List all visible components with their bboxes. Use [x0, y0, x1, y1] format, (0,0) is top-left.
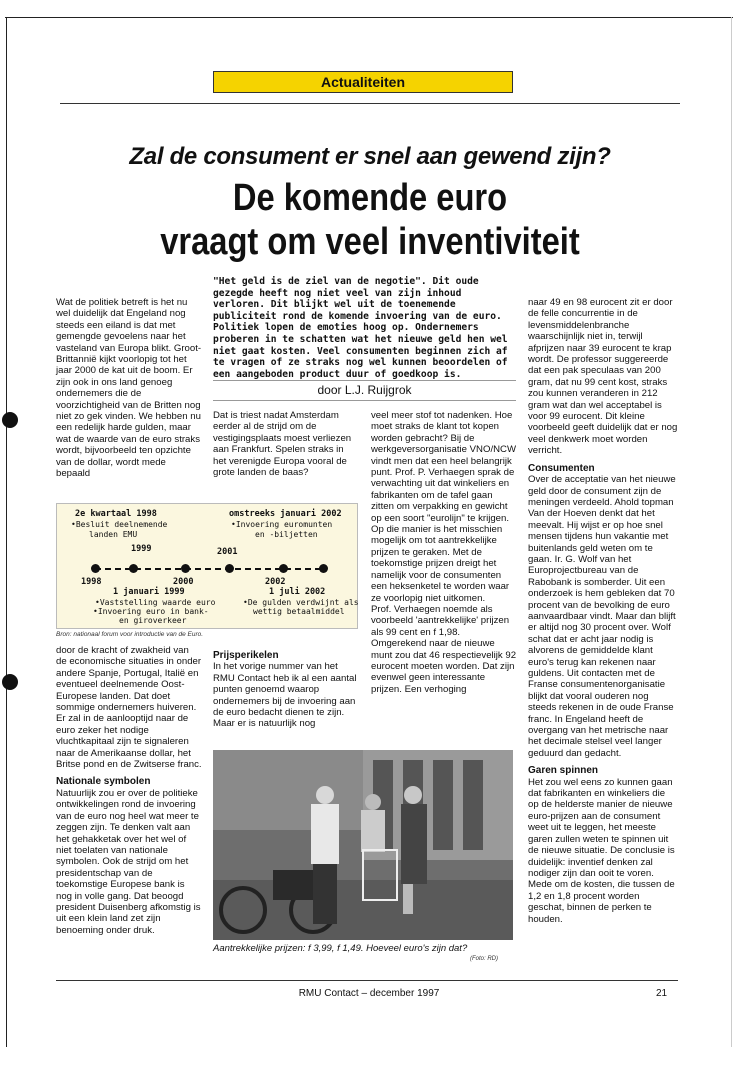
heading-nationale-symbolen: Nationale symbolen — [56, 776, 151, 788]
footer-rule — [56, 980, 678, 981]
page-border-left — [6, 17, 7, 1047]
heading-garen-spinnen: Garen spinnen — [528, 765, 599, 777]
punch-hole-1 — [2, 412, 18, 428]
timeline-text-jan-2002-2: en -biljetten — [255, 530, 318, 539]
page-border-right — [731, 17, 732, 1047]
timeline-dot-1998 — [91, 564, 100, 573]
timeline-dot-2000 — [181, 564, 190, 573]
heading-consumenten: Consumenten — [528, 462, 595, 474]
col2-paragraph-top: Dat is triest nadat Amsterdam eerder al de strijd om de vestigingsplaats moest verliezen aan Frankfurt. Spelen straks in het verenigde Europa vooral de grote landen de baas? — [213, 410, 352, 479]
timeline-text-q2-1998-2: landen EMU — [89, 530, 138, 539]
article-title-line1: De komende euro — [232, 177, 508, 219]
col4-paragraph-3: Het zou wel eens zo kunnen gaan dat fabrikanten en winkeliers die op de helderste manier de nieuwe euro-prijzen aan de consument weet uit te leggen, het meeste garen zullen weten te spinnen uit de nieuwe situatie. De conclusie is duidelijk: inventief denken zal nodiger zijn dan ooit te voren. Mede om de kosten, die tussen de 1,2 en 1,8 procent worden geschat, binnen de perken te houden. — [528, 776, 675, 925]
timeline-text-jul-2002-2: wettig betaalmiddel — [253, 607, 345, 616]
timeline-text-jan-1999-2: •Invoering euro in bank- — [93, 607, 209, 616]
timeline-text-jan-1999-1: •Vaststelling waarde euro — [95, 598, 216, 607]
timeline-source: Bron: nationaal forum voor introductie van de Euro. — [56, 631, 204, 638]
timeline-date-q2-1998: 2e kwartaal 1998 — [75, 509, 157, 519]
column-1-text-bottom — [56, 645, 202, 936]
timeline-dot-2001 — [225, 564, 234, 573]
footer-publication: RMU Contact – december 1997 — [298, 988, 440, 999]
photo-credit: (Foto: RD) — [470, 956, 499, 962]
column-1-text — [56, 297, 202, 480]
col3-paragraph-2: Prof. Verhaegen noemde als voorbeeld 'aantrekkelijke' prijzen als 99 cent en f 1,98. Omgerekend naar de nieuwe munt zou dat 46 respectievelijk 92 eurocent moeten worden. Dat zijn evenwel geen interessante prijzen. Een verhoging — [371, 603, 517, 695]
timeline-text-jul-2002-1: •De gulden verdwijnt als — [243, 598, 359, 607]
timeline-text-q2-1998-1: •Besluit deelnemende — [71, 520, 168, 529]
col2-paragraph-bottom: In het vorige nummer van het RMU Contact heb ik al een aantal punten genoemd waarop ondernemers bij de invoering aan de euro bedacht dienen te zijn. Maar er is natuurlijk nog — [213, 661, 357, 730]
photo-illustration — [213, 750, 513, 940]
col1-paragraph-3: Natuurlijk zou er over de politieke ontwikkelingen rond de invoering van de euro nog heel wat meer te zeggen zijn. Te denken valt aan het gehakketak over het wel of niet toelaten van nationale symbolen. Ook de strijd om het presidentschap van de toekomstige Europese bank is nog in volle gang. Dat beoogd president Duisenberg afkomstig is uit een klein land zet zijn benoeming onder druk. — [56, 787, 201, 936]
timeline-dot-end — [319, 564, 328, 573]
column-4-text — [528, 297, 678, 925]
timeline-year-2002: 2002 — [265, 577, 286, 587]
timeline-dot-1999 — [129, 564, 138, 573]
col4-paragraph-2: Over de acceptatie van het nieuwe geld door de consument zijn de meningen verdeeld. Ahold topman Van der Hoeven denkt dat het meevalt. Hij wijst er op hoe snel mensen tijdens hun vakantie met buitenlands geld weten om te gaan. Ir. G. Wolf van het Europrojectbureau van de Rabobank is somberder. Uit een onderzoek is hem gebleken dat 70 procent van de bevolking de euro aanvaardbaar vindt. Maar dan blijft er altijd nog 30 procent over. Wolf schat dat er acht jaar nodig is alvorens de gemiddelde klant euro's terug kan rekenen naar guldens. Uit contacten met de Franse consumentenorganisatie blijkt dat vooral ouderen nog steeds rekenen in de oude Franse franc. In Engeland heeft de overgang van het metrische naar het decimale stelsel veel langer geduurd dan gedacht. — [528, 474, 676, 759]
timeline-year-1999-top: 1999 — [131, 544, 152, 554]
timeline-dot-2002 — [279, 564, 288, 573]
timeline-date-jan-2002: omstreeks januari 2002 — [229, 509, 342, 519]
timeline-date-jul-2002: 1 juli 2002 — [269, 587, 326, 597]
timeline-date-jan-1999: 1 januari 1999 — [113, 587, 185, 597]
timeline-text-jan-2002-1: •Invoering euromunten — [231, 520, 333, 529]
header-rule — [60, 103, 680, 104]
page-border-top — [5, 17, 733, 18]
col1-paragraph-2: door de kracht of zwakheid van de economische situaties in onder andere Spanje, Portugal, Italië en eventueel deelnemende Oost-Europese landen. Dat doet sommige ondernemers huiveren. Er zal in de aanlooptijd naar de euro zeker het nodige vluchtkapitaal zijn te signaleren naar de Amerikaanse dollar, het Britse pond en de Zwitserse franc. — [56, 645, 202, 771]
column-2-text-bottom — [213, 650, 359, 730]
byline-rule-top — [213, 380, 516, 381]
col4-paragraph: naar 49 en 98 eurocent zit er door de felle concurrentie in de levensmiddelenbranche waarschijnlijk niet in, terwijl afprijzen naar 39 eurocent te krap wordt. De professor suggereerde dat een pak speculaas van 200 gram, dat nu 99 cent kost, straks zou kunnen veranderen in 212 gram wat dan wel acceptabel is voor 99 eurocent. Dit kleine voorbeeld geeft duidelijk dat er nog veel denkwerk moet worden verricht. — [528, 297, 678, 457]
timeline-year-2000: 2000 — [173, 577, 194, 587]
timeline-year-2001-top: 2001 — [217, 547, 238, 557]
col1-paragraph: Wat de politiek betreft is het nu wel duidelijk dat Engeland nog steeds een eiland is dat met gemengde gevoelens naar het vasteland van Europa blikt. Groot-Brittannië kijkt voorlopig tot het jaar 2000 de kat uit de boom. Er zijn ook in ons land genoeg ondernemers die de voorzichtigheid van de Britten nog niet zo gek vinden. We hebben nu een redelijk harde gulden, maar wat de waarde van de euro straks wordt, bijvoorbeeld ten opzichte van de dollar, wordt mede bepaald — [56, 297, 202, 480]
punch-hole-2 — [2, 674, 18, 690]
heading-prijsperikelen: Prijsperikelen — [213, 650, 279, 661]
byline-rule-bottom — [213, 400, 516, 401]
byline: door L.J. Ruijgrok — [317, 383, 412, 397]
timeline-year-1998: 1998 — [81, 577, 102, 587]
column-2-text-top — [213, 410, 359, 478]
photo-caption: Aantrekkelijke prijzen: f 3,99, f 1,49. Hoeveel euro's zijn dat? — [213, 943, 468, 954]
col3-paragraph: veel meer stof tot nadenken. Hoe moet straks de klant tot kopen worden gebracht? Bij de werkgeversorganisatie VNO/NCW vindt men dat een heel belangrijk punt. Prof. P. Verhaegen sprak de verwachting uit dat winkeliers en fabrikanten om de tafel gaan zitten om verpakking en gewicht op een soort "eurolijn" te krijgen. Op die manier is het misschien mogelijk om tot aantrekkelijke prijzen te geraken. Met de toekomstige prijzen dreigt het namelijk voor de consumenten een heksenketel te worden waar ze voorlopig niet uitkomen. — [371, 410, 517, 604]
section-label: Actualiteiten — [213, 71, 513, 93]
article-title-line2: vraagt om veel inventiviteit — [160, 221, 580, 263]
euro-timeline — [56, 503, 358, 629]
shopping-photo — [213, 750, 513, 940]
timeline-text-jan-1999-3: en giroverkeer — [119, 616, 187, 625]
article-subtitle: Zal de consument er snel aan gewend zijn? — [129, 143, 611, 170]
column-3-text — [371, 410, 517, 695]
article-lead: "Het geld is de ziel van de negotie". Dit oude gezegde heeft nog niet veel van zijn inhoud verloren. Dit blijkt wel uit de toenemende publiciteit rond de komende invoering van de euro. Politiek lopen de emoties hoog op. Ondernemers proberen in te schatten wat het nieuwe geld hen wel niet gaat kosten. Veel consumenten beginnen zich af te vragen of ze straks nog wel kunnen beoordelen of een aangeboden product duur of goedkoop is. — [213, 276, 508, 380]
page-number: 21 — [656, 988, 668, 999]
